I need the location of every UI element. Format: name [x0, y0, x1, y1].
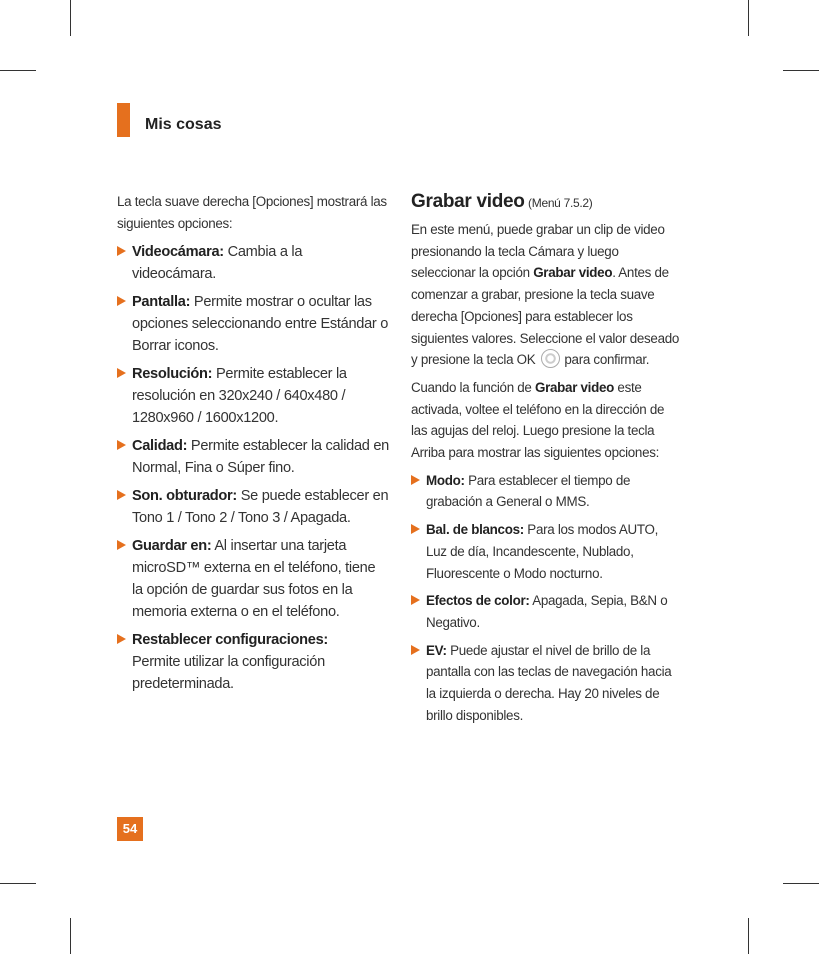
option-description: Puede ajustar el nivel de brillo de la pantalla con las teclas de navegación hacia la izquierda o derecha. Hay 20 niveles de brillo disponibles. — [426, 642, 672, 723]
option-term: Calidad: — [132, 438, 188, 454]
list-item — [411, 640, 681, 727]
option-description: Apagada, Sepia, B&N o Negativo. — [426, 593, 668, 630]
list-item — [117, 363, 389, 429]
paragraph-text: En este menú, puede grabar un clip de video presionando la tecla Cámara y luego seleccionar la opción — [411, 222, 665, 281]
intro-text: La tecla suave derecha [Opciones] mostrará las siguientes opciones: — [117, 194, 387, 231]
list-item — [117, 629, 389, 695]
option-description: Se puede establecer en Tono 1 / Tono 2 / Tono 3 / Apagada. — [132, 488, 389, 526]
crop-mark — [783, 883, 819, 884]
option-description: Al insertar una tarjeta microSD™ externa en el teléfono, tiene la opción de guardar sus fotos en la memoria externa o en el teléfono. — [132, 538, 376, 620]
option-term: Bal. de blancos: — [426, 522, 524, 538]
crop-mark — [748, 0, 749, 36]
bullet-arrow-icon — [411, 475, 420, 485]
menu-reference: (Menú 7.5.2) — [528, 196, 593, 210]
bullet-arrow-icon — [411, 524, 420, 534]
section-tab-marker — [117, 103, 130, 137]
option-term: Guardar en: — [132, 538, 212, 554]
bullet-arrow-icon — [117, 490, 126, 500]
option-description: Permite establecer la calidad en Normal, Fina o Súper fino. — [132, 438, 389, 476]
list-item — [117, 535, 389, 623]
option-list — [411, 470, 681, 727]
crop-mark — [783, 70, 819, 71]
paragraph-text: este activada, voltee el teléfono en la dirección de las agujas del reloj. Luego presione la tecla Arriba para mostrar las siguientes opciones: — [411, 379, 665, 461]
option-term: Pantalla: — [132, 294, 191, 310]
right-column — [411, 190, 681, 732]
option-term: Restablecer configuraciones: — [132, 632, 328, 648]
bullet-arrow-icon — [117, 440, 126, 450]
option-description: Permite utilizar la configuración predeterminada. — [132, 654, 325, 692]
crop-mark — [748, 918, 749, 954]
option-term: Resolución: — [132, 366, 213, 382]
list-item — [117, 291, 389, 357]
page-number: 54 — [117, 817, 143, 841]
crop-mark — [70, 918, 71, 954]
subsection-title: Grabar video — [411, 191, 525, 212]
option-term: Videocámara: — [132, 244, 224, 260]
bullet-arrow-icon — [117, 540, 126, 550]
paragraph — [411, 219, 681, 371]
left-column — [117, 191, 389, 701]
section-title: Mis cosas — [145, 116, 222, 133]
option-term: EV: — [426, 642, 447, 658]
option-description: Para los modos AUTO, Luz de día, Incandescente, Nublado, Fluorescente o Modo nocturno. — [426, 522, 659, 581]
option-term: Efectos de color: — [426, 593, 530, 609]
bullet-arrow-icon — [411, 645, 420, 655]
list-item — [411, 519, 681, 584]
crop-mark — [0, 883, 36, 884]
bullet-arrow-icon — [117, 634, 126, 644]
list-item — [411, 470, 681, 513]
list-item — [117, 241, 389, 285]
bullet-arrow-icon — [117, 296, 126, 306]
option-term: Son. obturador: — [132, 488, 237, 504]
option-description: Permite establecer la resolución en 320x240 / 640x480 / 1280x960 / 1600x1200. — [132, 366, 347, 426]
paragraph-text: . Antes de comenzar a grabar, presione la tecla suave derecha [Opciones] para establecer los siguientes valores. Seleccione el valor deseado y presione la tecla OK — [411, 265, 680, 368]
crop-mark — [70, 0, 71, 36]
list-item — [411, 590, 681, 633]
emphasis-text: Grabar video — [533, 265, 613, 281]
crop-mark — [0, 70, 36, 71]
option-list — [117, 241, 389, 695]
emphasis-text: Grabar video — [535, 379, 615, 395]
list-item — [117, 435, 389, 479]
option-description: Permite mostrar o ocultar las opciones seleccionando entre Estándar o Borrar iconos. — [132, 294, 389, 354]
option-term: Modo: — [426, 472, 465, 488]
subsection-heading — [411, 190, 681, 215]
paragraph — [411, 377, 681, 464]
bullet-arrow-icon — [117, 368, 126, 378]
bullet-arrow-icon — [117, 246, 126, 256]
option-description: Cambia a la videocámara. — [132, 244, 303, 282]
option-description: Para establecer el tiempo de grabación a General o MMS. — [426, 472, 631, 510]
ok-key-icon — [541, 349, 560, 368]
paragraph-text: para confirmar. — [564, 352, 650, 368]
list-item — [117, 485, 389, 529]
bullet-arrow-icon — [411, 595, 420, 605]
paragraph-text: Cuando la función de — [411, 379, 535, 395]
